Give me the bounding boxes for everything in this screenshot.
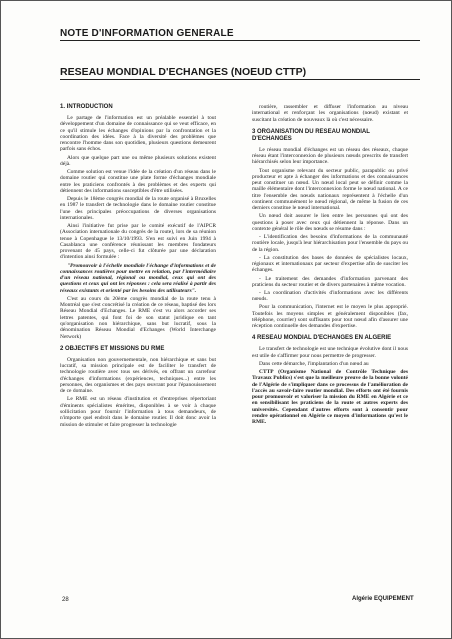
right-section-heading: 3 ORGANISATION DU RESEAU MONDIAL D'ECHANGES [252,128,370,142]
left-paragraph: Alors que quelque part une ou même plusieurs solutions existent déjà. [60,154,216,167]
right-paragraph: - La coordination d'activités d'informations avec les différents nœuds. [252,289,408,303]
right-section-heading: 4 RESEAU MONDIAL D'ECHANGES EN ALGERIE [252,335,392,342]
right-paragraph: - La constitution des bases de données de spécialistes locaux, régionaux et internationaux par secteur d'expertise afin de susciter les échanges. [252,254,408,274]
right-emphasis-paragraph: CTTP (Organisme National de Contrôle Technique des Travaux Publics) s'est que la meilleure preuve de la bonne volonté de l'Algérie de s'impliquer dans ce processus de l'amélioration de l'accès au savoir-faire routier mondial. Des efforts ont été fournis pour promouvoir et valoriser la mission du RME en Algérie et ce en sensibilisant les praticiens de la route et autres experts des universités. Cependant d'autres efforts sont à consentir pour rendre opérationnel en Algérie ce moyen d'informations qu'est le RME. [252,368,408,426]
right-paragraph: Dans cette démarche, l'implantation d'un nœud au [259,360,369,367]
left-text-column [60,104,216,430]
right-paragraph: Tout organisme relevant du secteur public, parapublic ou privé producteur et apte à échanger des informations et des connaissances peut constituer un nœud. Un nœud local peut se définir comme la maille élémentaire dont l'interconnexion forme le nœud national. A ce titre l'ensemble des nœuds nationaux représentent à l'échelle d'un continent communément le nœud régional, de même la fusion de ces derniers constitue le nœud international. [252,167,408,212]
left-paragraph: C'est au cours du 20ème congrès mondial de la route tenu à Montréal que s'est concrétisé la création de ce réseau, baptisé des lors Réseau Mondial d'Echanges. Le RME s'est vu alors accorder ses lettres patentes, qui font foi de son statut juridique en tant qu'organisation non hiérarchique, sans but lucratif, sous la dénomination Réseau Mondial d'Echanges (World Interchange Network) [60,295,216,340]
right-paragraph: routière, rassembler et diffuser l'information au niveau international et renforçant les organisations (nœud) existant et suscitant la création de nouveaux là où c'est nécessaire. [252,104,408,123]
left-paragraph: Depuis le 18ème congrès mondial de la route organisé à Bruxelles en 1987 le transfert de technologie dans le domaine routier constitue l'une des principales préoccupations de diverses organisations internationales. [60,195,216,221]
journal-name: Algérie EQUIPEMENT [352,596,414,602]
right-paragraph: - L'identification des besoins d'informations de la communauté routière locale, jusqu'à leur hiérarchisation pour l'ensemble du pays ou de la région. [252,234,408,253]
right-paragraph: Le réseau mondial d'échanges est un réseau des réseaux, chaque réseau étant l'interconnexion de plusieurs nœuds prescrits de transfert hiérarchisés selon leur importance. [252,146,408,166]
left-paragraph: Le RME est un réseau d'institution et d'entreprises répertoriant d'éminents spécialistes émérites, disponibles à se voir à chaque sollicitation pour fournir l'information à tous demandeurs, de n'importe quel endroit dans le domaine routier. Il doit donc avoir la mission de stimuler et faire progresser la technologie [60,396,216,428]
page-number: 28 [62,597,69,603]
right-paragraph: Le transfert de technologie est une technique évolutive dont il nous est utile de s'affirmer pour nous permettre de progresser. [252,346,408,359]
left-quote-paragraph: "Promouvoir à l'échelle mondiale l'échange d'informations et de connaissances routières pour mettre en relation, par l'intermédiaire d'un réseau national, régional ou mondial, ceux qui ont des questions et ceux qui ont les réponses : cela sera réalisé à partir des réseaux existants et orienté par les besoins des utilisateurs". [60,262,216,294]
left-paragraph: Le partage de l'information est un préalable essentiel à tout développement d'un domaine de connaissance qui se veut efficace, en ce qu'il stimule les échanges d'opinions par la confrontation et la coordination des idées. Face à la diversité des problèmes que rencontre l'homme dans son quotidien, plusieurs questions demeurent parfois sans échos. [60,115,216,153]
right-paragraph: Un nœud doit assurer le lien entre les personnes qui ont des questions à poser avec ceux qui détiennent la réponse. Dans un contexte général le rôle des nœuds se résume dans : [252,213,408,233]
left-section-heading: 2 OBJECTIFS ET MISSIONS DU RME [60,345,165,352]
article-title: RESEAU MONDIAL D'ECHANGES (NOEUD CTTP) [60,66,420,80]
right-paragraph: - Le traitement des demandes d'information parvenant des praticiens du secteur routier et de divers partenaires à même vocation. [252,275,408,288]
left-paragraph: Comme solution est venue l'idée de la création d'un réseau dans le domaine routier qui constitue une plate forme d'échanges mondiale entre les praticiens confrontés à des problèmes et des experts qui détiennent des informations susceptibles d'être utilisées. [60,168,216,194]
left-section-heading: 1. INTRODUCTION [60,104,113,110]
right-paragraph: Pour la communication, l'internet est le moyen le plus approprié. Toutefois les moyens simples et généralement disponibles (fax, téléphone, courrier) sont suffisants pour tout nœud afin d'assurer une réception continuelle des demandes d'expertise. [252,304,408,330]
section-rubric: NOTE D'INFORMATION GENERALE [60,28,420,41]
left-paragraph: Organisation non gouvernementale, non hiérarchique et sans but lucratif, sa mission principale est de faciliter le transfert de technologie routière avec tous ses dérivés, en offrant un carrefour d'échanges d'informations (expériences, techniques...) entre les personnes, des organismes et des pays œuvrant pour l'épanouissement de ce domaine. [60,356,216,395]
left-paragraph: Ainsi l'initiative fut prise par le comité exécutif de l'AIPCR (Association internationale du congrès de la route), lors de sa réunion tenue à Copenhague le 13/10/1993. S'en est suivi en Juin 1994 à Casablanca une conférence réunissant les membres fondateurs provenant de 45 pays, celle-ci fut clôturée par une déclaration d'intention ainsi formulée : [60,222,216,261]
right-text-column [252,104,408,427]
